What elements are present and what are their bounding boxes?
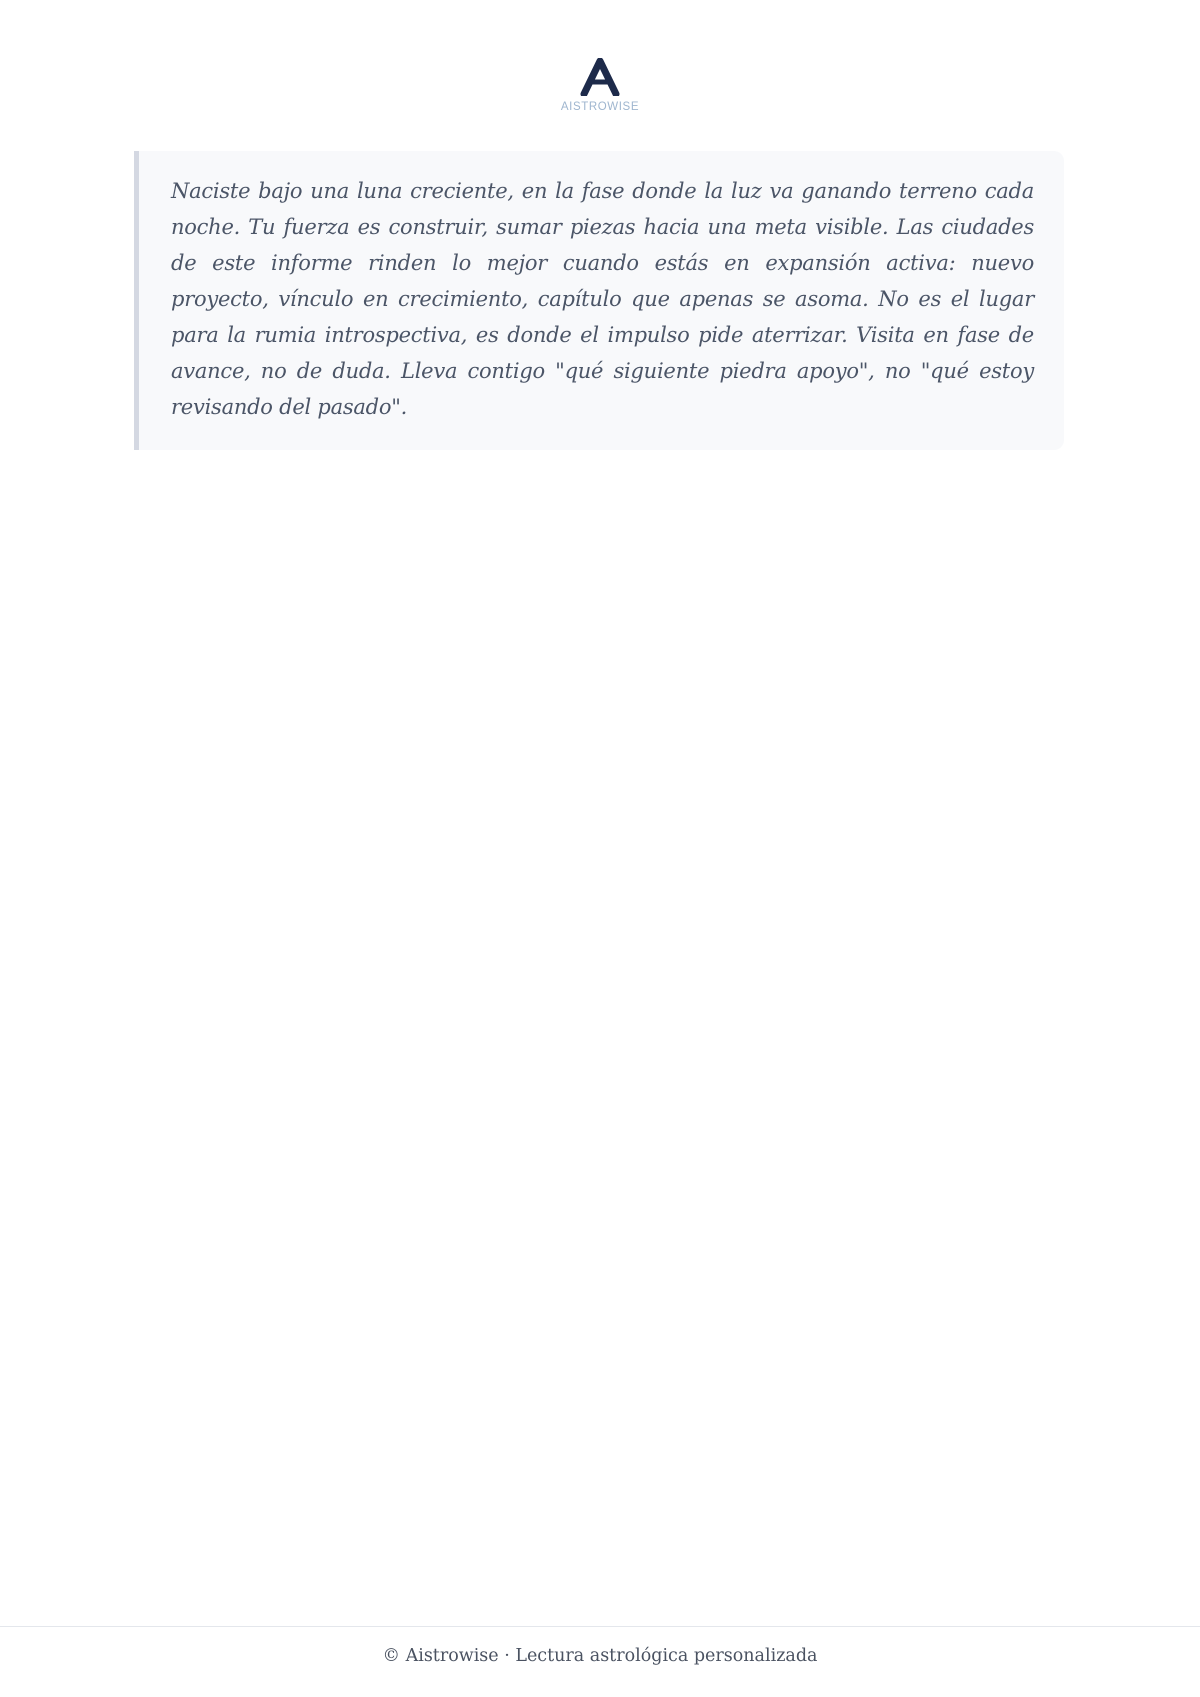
letter-a-logo-icon xyxy=(580,58,620,96)
quote-text: Naciste bajo una luna creciente, en la fase donde la luz va ganando terreno cada noche. Tu fuerza es construir, sumar piezas hacia una meta visible. Las ciudades de este informe rinden lo mejor cuando estás en expansión activa: nuevo proyecto, vínculo en crecimiento, capítulo que apenas se asoma. No es el lugar para la rumia introspectiva, es donde el impulso pide aterrizar. Visita en fase de avance, no de duda. Lleva contigo "qué siguiente piedra apoyo", no "qué estoy revisando del pasado". xyxy=(171,179,1034,419)
brand-wordmark: AISTROWISE xyxy=(560,101,640,113)
brand-logo xyxy=(0,58,1200,113)
footer-divider xyxy=(0,1626,1200,1627)
moon-phase-quote xyxy=(134,151,1064,450)
page-footer: © Aistrowise · Lectura astrológica personalizada xyxy=(382,1646,818,1666)
